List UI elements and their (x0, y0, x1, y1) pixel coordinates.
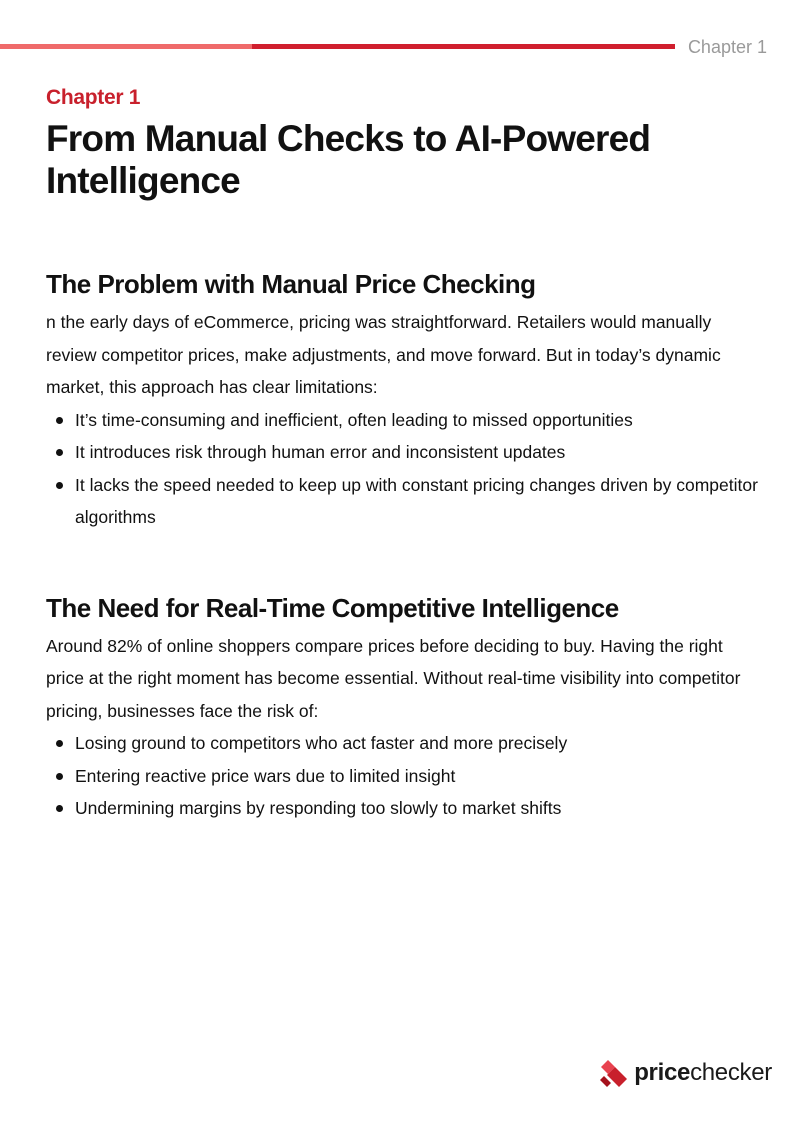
accent-bar-dark-segment (252, 44, 675, 49)
header-accent-bar (0, 44, 675, 49)
list-item (46, 760, 762, 793)
list-item (46, 792, 762, 825)
list-item (46, 727, 762, 760)
list-item-text: Entering reactive price wars due to limited insight (75, 765, 456, 786)
list-item (46, 469, 762, 534)
section-real-time-intelligence (46, 592, 762, 825)
logo-wordmark (634, 1059, 772, 1087)
bullet-dot-icon (56, 773, 63, 780)
running-head: Chapter 1 (687, 37, 767, 57)
section-manual-price-checking (46, 268, 762, 534)
bullet-dot-icon (56, 417, 63, 424)
list-item-text: It lacks the speed needed to keep up with constant pricing changes driven by competitor algorithms (75, 474, 758, 527)
bullet-dot-icon (56, 805, 63, 812)
bullet-dot-icon (56, 740, 63, 747)
pricechecker-logo (600, 1058, 772, 1088)
list-item-text: Losing ground to competitors who act faster and more precisely (75, 733, 568, 753)
list-item-text: It’s time-consuming and inefficient, often leading to missed opportunities (75, 409, 633, 430)
list-item-text: Undermining margins by responding too slowly to market shifts (75, 798, 562, 818)
pricechecker-logo-icon (600, 1059, 628, 1087)
page-title: From Manual Checks to AI-Powered Intelligence (46, 118, 651, 201)
section-heading: The Need for Real-Time Competitive Intelligence (46, 592, 619, 623)
chapter-label: Chapter 1 (46, 86, 141, 109)
page-content (46, 86, 762, 825)
logo-wordmark-part2: checker (690, 1059, 772, 1086)
list-item (46, 404, 762, 437)
section-heading: The Problem with Manual Price Checking (46, 269, 536, 299)
bullet-list (46, 727, 762, 825)
bullet-dot-icon (56, 482, 63, 489)
section-paragraph: Around 82% of online shoppers compare prices before deciding to buy. Having the right price at the right moment has become essential. Without real-time visibility into competitor pricing, businesses face the risk of: (46, 635, 741, 721)
list-item-text: It introduces risk through human error and inconsistent updates (75, 442, 566, 462)
list-item (46, 436, 762, 469)
bullet-list (46, 404, 762, 534)
section-paragraph: n the early days of eCommerce, pricing was straightforward. Retailers would manually review competitor prices, make adjustments, and move forward. But in today’s dynamic market, this approach has clear limitations: (46, 312, 721, 397)
logo-wordmark-part1: price (634, 1059, 691, 1086)
bullet-dot-icon (56, 449, 63, 456)
accent-bar-light-segment (0, 44, 252, 49)
